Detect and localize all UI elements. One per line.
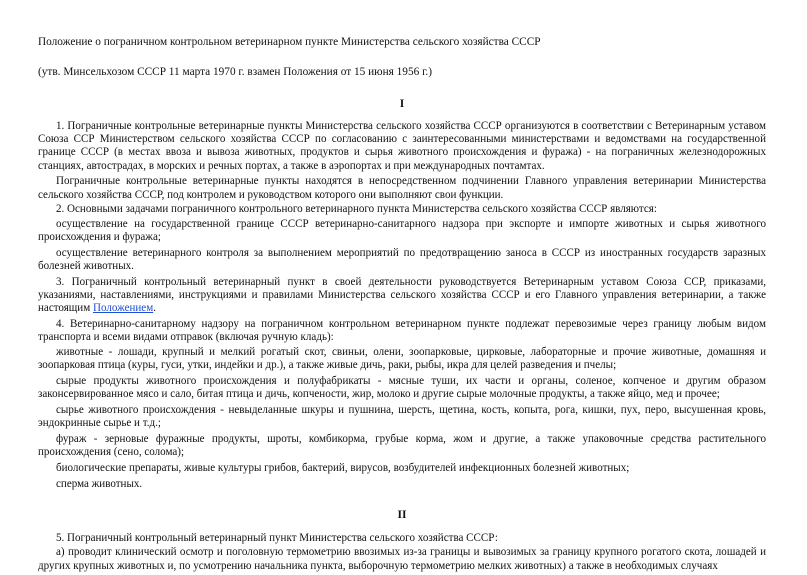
paragraph-4-raw-materials: сырье животного происхождения - невыделанные шкуры и пушнина, шерсть, щетина, кость, копыта, рога, кишки, пух, перо, высушенная кровь, эндокринные сырье и т.д.;: [38, 403, 766, 429]
document-title: Положение о пограничном контрольном ветеринарном пункте Министерства сельского хозяйства СССР: [38, 36, 541, 48]
section-1-body: [38, 120, 766, 491]
section-2-body: [38, 532, 766, 573]
paragraph-4-fodder: фураж - зерновые фуражные продукты, шроты, комбикорма, грубые корма, жом и другие, а также упаковочные средства растительного происхождения (сено, солома);: [38, 432, 766, 458]
section-heading-1: I: [399, 98, 405, 110]
paragraph-4: 4. Ветеринарно-санитарному надзору на пограничном контрольном ветеринарном пункте подлежат перевозимые через границу любым видом транспорта и всеми видами отправок (включая ручную кладь):: [38, 318, 766, 344]
paragraph-5: 5. Пограничный контрольный ветеринарный пункт Министерства сельского хозяйства СССР:: [56, 531, 498, 544]
paragraph-3: [38, 276, 766, 316]
paragraph-2-task-control: осуществление ветеринарного контроля за выполнением мероприятий по предотвращению заноса в СССР из иностранных государств заразных болезней животных.: [38, 246, 766, 272]
paragraph-4-animals: животные - лошади, крупный и мелкий рогатый скот, свиньи, олени, зоопарковые, цирковые, лабораторные и прочие животные, домашняя и зоопарковая птица (куры, гуси, утки, индейки и др.), а также живые дичь, раки, рыбы, икра для целей разведения и пчелы;: [38, 345, 766, 371]
approval-note: (утв. Минсельхозом СССР 11 марта 1970 г. взамен Положения от 15 июня 1956 г.): [38, 66, 433, 78]
paragraph-3-end: .: [153, 302, 156, 315]
paragraph-4-raw-products: сырые продукты животного происхождения и полуфабрикаты - мясные туши, их части и органы, соленое, копченое и другим образом законсервированное мясо и сало, битая птица и дичь, копчености, жир, молоко и другие сырые молочные продукты, а также яйцо, мед и прочее;: [38, 374, 766, 400]
paragraph-4-biologicals: биологические препараты, живые культуры грибов, бактерий, вирусов, возбудителей инфекционных болезней животных;: [56, 461, 630, 474]
paragraph-1-subordination: Пограничные контрольные ветеринарные пункты находятся в непосредственном подчинении Главного управления ветеринарии Министерства сельского хозяйства СССР, под контролем и руководством которого они выполняют свои функции.: [38, 175, 766, 201]
paragraph-4-sperm: сперма животных.: [56, 477, 143, 490]
paragraph-2: 2. Основными задачами пограничного контрольного ветеринарного пункта Министерства сельского хозяйства СССР являются:: [56, 203, 657, 216]
paragraph-1: 1. Пограничные контрольные ветеринарные пункты Министерства сельского хозяйства СССР организуются в соответствии с Ветеринарным уставом Союза ССР Министерством сельского хозяйства СССР по согласованию с заинтересованными министерствами и ведомствами на государственной границе СССР (в местах ввоза и вывоза животных, продуктов и сырья животного происхождения и фуража) - на пограничных железнодорожных станциях, автострадах, в морских и речных портах, а также в аэропортах и при международных почтамтах.: [38, 120, 766, 172]
regulation-link[interactable]: Положением: [92, 302, 154, 315]
section-heading-2: II: [397, 508, 407, 521]
paragraph-3-text: 3. Пограничный контрольный ветеринарный пункт в своей деятельности руководствуется Ветеринарным уставом Союза ССР, приказами, указаниями, наставлениями, инструкциями и правилами Министерства сельского хозяйства СССР и его Главного управления ветеринарии, а также настоящим: [38, 275, 766, 315]
paragraph-2-task-export-import: осуществление на государственной границе СССР ветеринарно-санитарного надзора при экспорте и импорте животных и сырья животного происхождения и фуража;: [38, 217, 766, 243]
paragraph-5a: а) проводит клинический осмотр и поголовную термометрию ввозимых из-за границы и вывозимых за границу крупного рогатого скота, лошадей и других крупных животных и, по усмотрению начальника пункта, выборочную термометрию мелких животных) а также в необходимых случаях: [38, 546, 766, 572]
document-page: [38, 36, 766, 575]
